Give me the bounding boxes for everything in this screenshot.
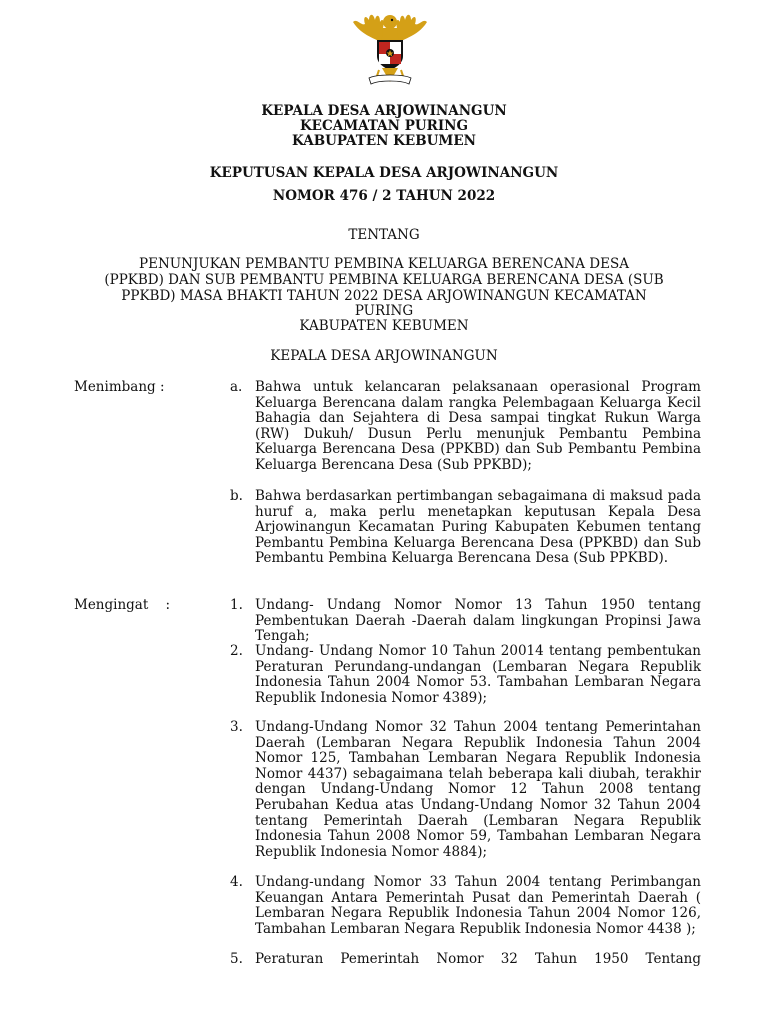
item-marker: 1. <box>230 597 243 613</box>
about-line: PENUNJUKAN PEMBANTU PEMBINA KELUARGA BERENCANA DESA <box>139 256 629 272</box>
item-marker: a. <box>230 379 243 395</box>
about-line: PURING <box>354 303 414 319</box>
header-line-district: KECAMATAN PURING <box>299 118 469 134</box>
item-marker: b. <box>230 488 243 504</box>
item-text: Undang-undang Nomor 33 Tahun 2004 tentang Perimbangan Keuangan Antara Pemerintah Pusat dan Pemerintah Daerah ( Lembaran Negara Republik Indonesia Tahun 2004 Nomor 126, Tambahan Lembaran Negara Republik Indonesia Nomor 4438 ); <box>255 874 701 937</box>
item-text: Undang- Undang Nomor 10 Tahun 20014 tentang pembentukan Peraturan Perundang-undangan (Lembaran Negara Republik Indonesia Tahun 2004 Nomor 53. Tambahan Lembaran Negara Republik Indonesia Nomor 4389); <box>255 643 701 706</box>
signatory-heading: KEPALA DESA ARJOWINANGUN <box>270 348 498 364</box>
item-text: Bahwa untuk kelancaran pelaksanaan operasional Program Keluarga Berencana dalam rangka Pelembagaan Keluarga Kecil Bahagia dan Sejahtera di Desa sampai tingkat Rukun Warga (RW) Dukuh/ Dusun Perlu menunjuk Pembantu Pembina Keluarga Berencana Desa (PPKBD) dan Sub Pembantu Pembina Keluarga Berencana Desa (Sub PPKBD); <box>255 379 701 473</box>
decision-number: NOMOR 476 / 2 TAHUN 2022 <box>272 188 496 204</box>
about-line: PPKBD) MASA BHAKTI TAHUN 2022 DESA ARJOWINANGUN KECAMATAN <box>121 288 647 304</box>
item-text: Bahwa berdasarkan pertimbangan sebagaimana di maksud pada huruf a, maka perlu menetapkan keputusan Kepala Desa Arjowinangun Kecamatan Puring Kabupaten Kebumen tentang Pembantu Pembina Keluarga Berencana Desa (PPKBD) dan Sub Pembantu Pembina Keluarga Berencana Desa (Sub PPKBD). <box>255 488 701 567</box>
about-line: KABUPATEN KEBUMEN <box>299 318 469 334</box>
about-label: TENTANG <box>348 227 420 243</box>
about-line: (PPKBD) DAN SUB PEMBANTU PEMBINA KELUARGA BERENCANA DESA (SUB <box>104 272 664 288</box>
decision-title: KEPUTUSAN KEPALA DESA ARJOWINANGUN <box>209 165 559 181</box>
item-marker: 3. <box>230 719 243 735</box>
header-line-village: KEPALA DESA ARJOWINANGUN <box>261 103 507 119</box>
garuda-emblem-icon <box>349 8 431 88</box>
item-marker: 4. <box>230 874 243 890</box>
item-text: Undang- Undang Nomor Nomor 13 Tahun 1950 tentang Pembentukan Daerah -Daerah dalam lingkungan Propinsi Jawa Tengah; <box>255 597 701 645</box>
menimbang-label: Menimbang : <box>74 379 165 395</box>
mengingat-label: Mengingat : <box>74 597 170 613</box>
header-line-regency: KABUPATEN KEBUMEN <box>292 133 476 149</box>
item-marker: 5. <box>230 951 243 967</box>
item-text: Undang-Undang Nomor 32 Tahun 2004 tentang Pemerintahan Daerah (Lembaran Negara Republik Indonesia Tahun 2004 Nomor 125, Tambahan Lembaran Negara Republik Indonesia Nomor 4437) sebagaimana telah beberapa kali diubah, terakhir dengan Undang-Undang Nomor 12 Tahun 2008 tentang Perubahan Kedua atas Undang-Undang Nomor 32 Tahun 2004 tentang Pemerintah Daerah (Lembaran Negara Republik Indonesia Tahun 2008 Nomor 59, Tambahan Lembaran Negara Republik Indonesia Nomor 4884); <box>255 719 701 860</box>
item-text: Peraturan Pemerintah Nomor 32 Tahun 1950 Tentang <box>255 951 701 967</box>
item-marker: 2. <box>230 643 243 659</box>
